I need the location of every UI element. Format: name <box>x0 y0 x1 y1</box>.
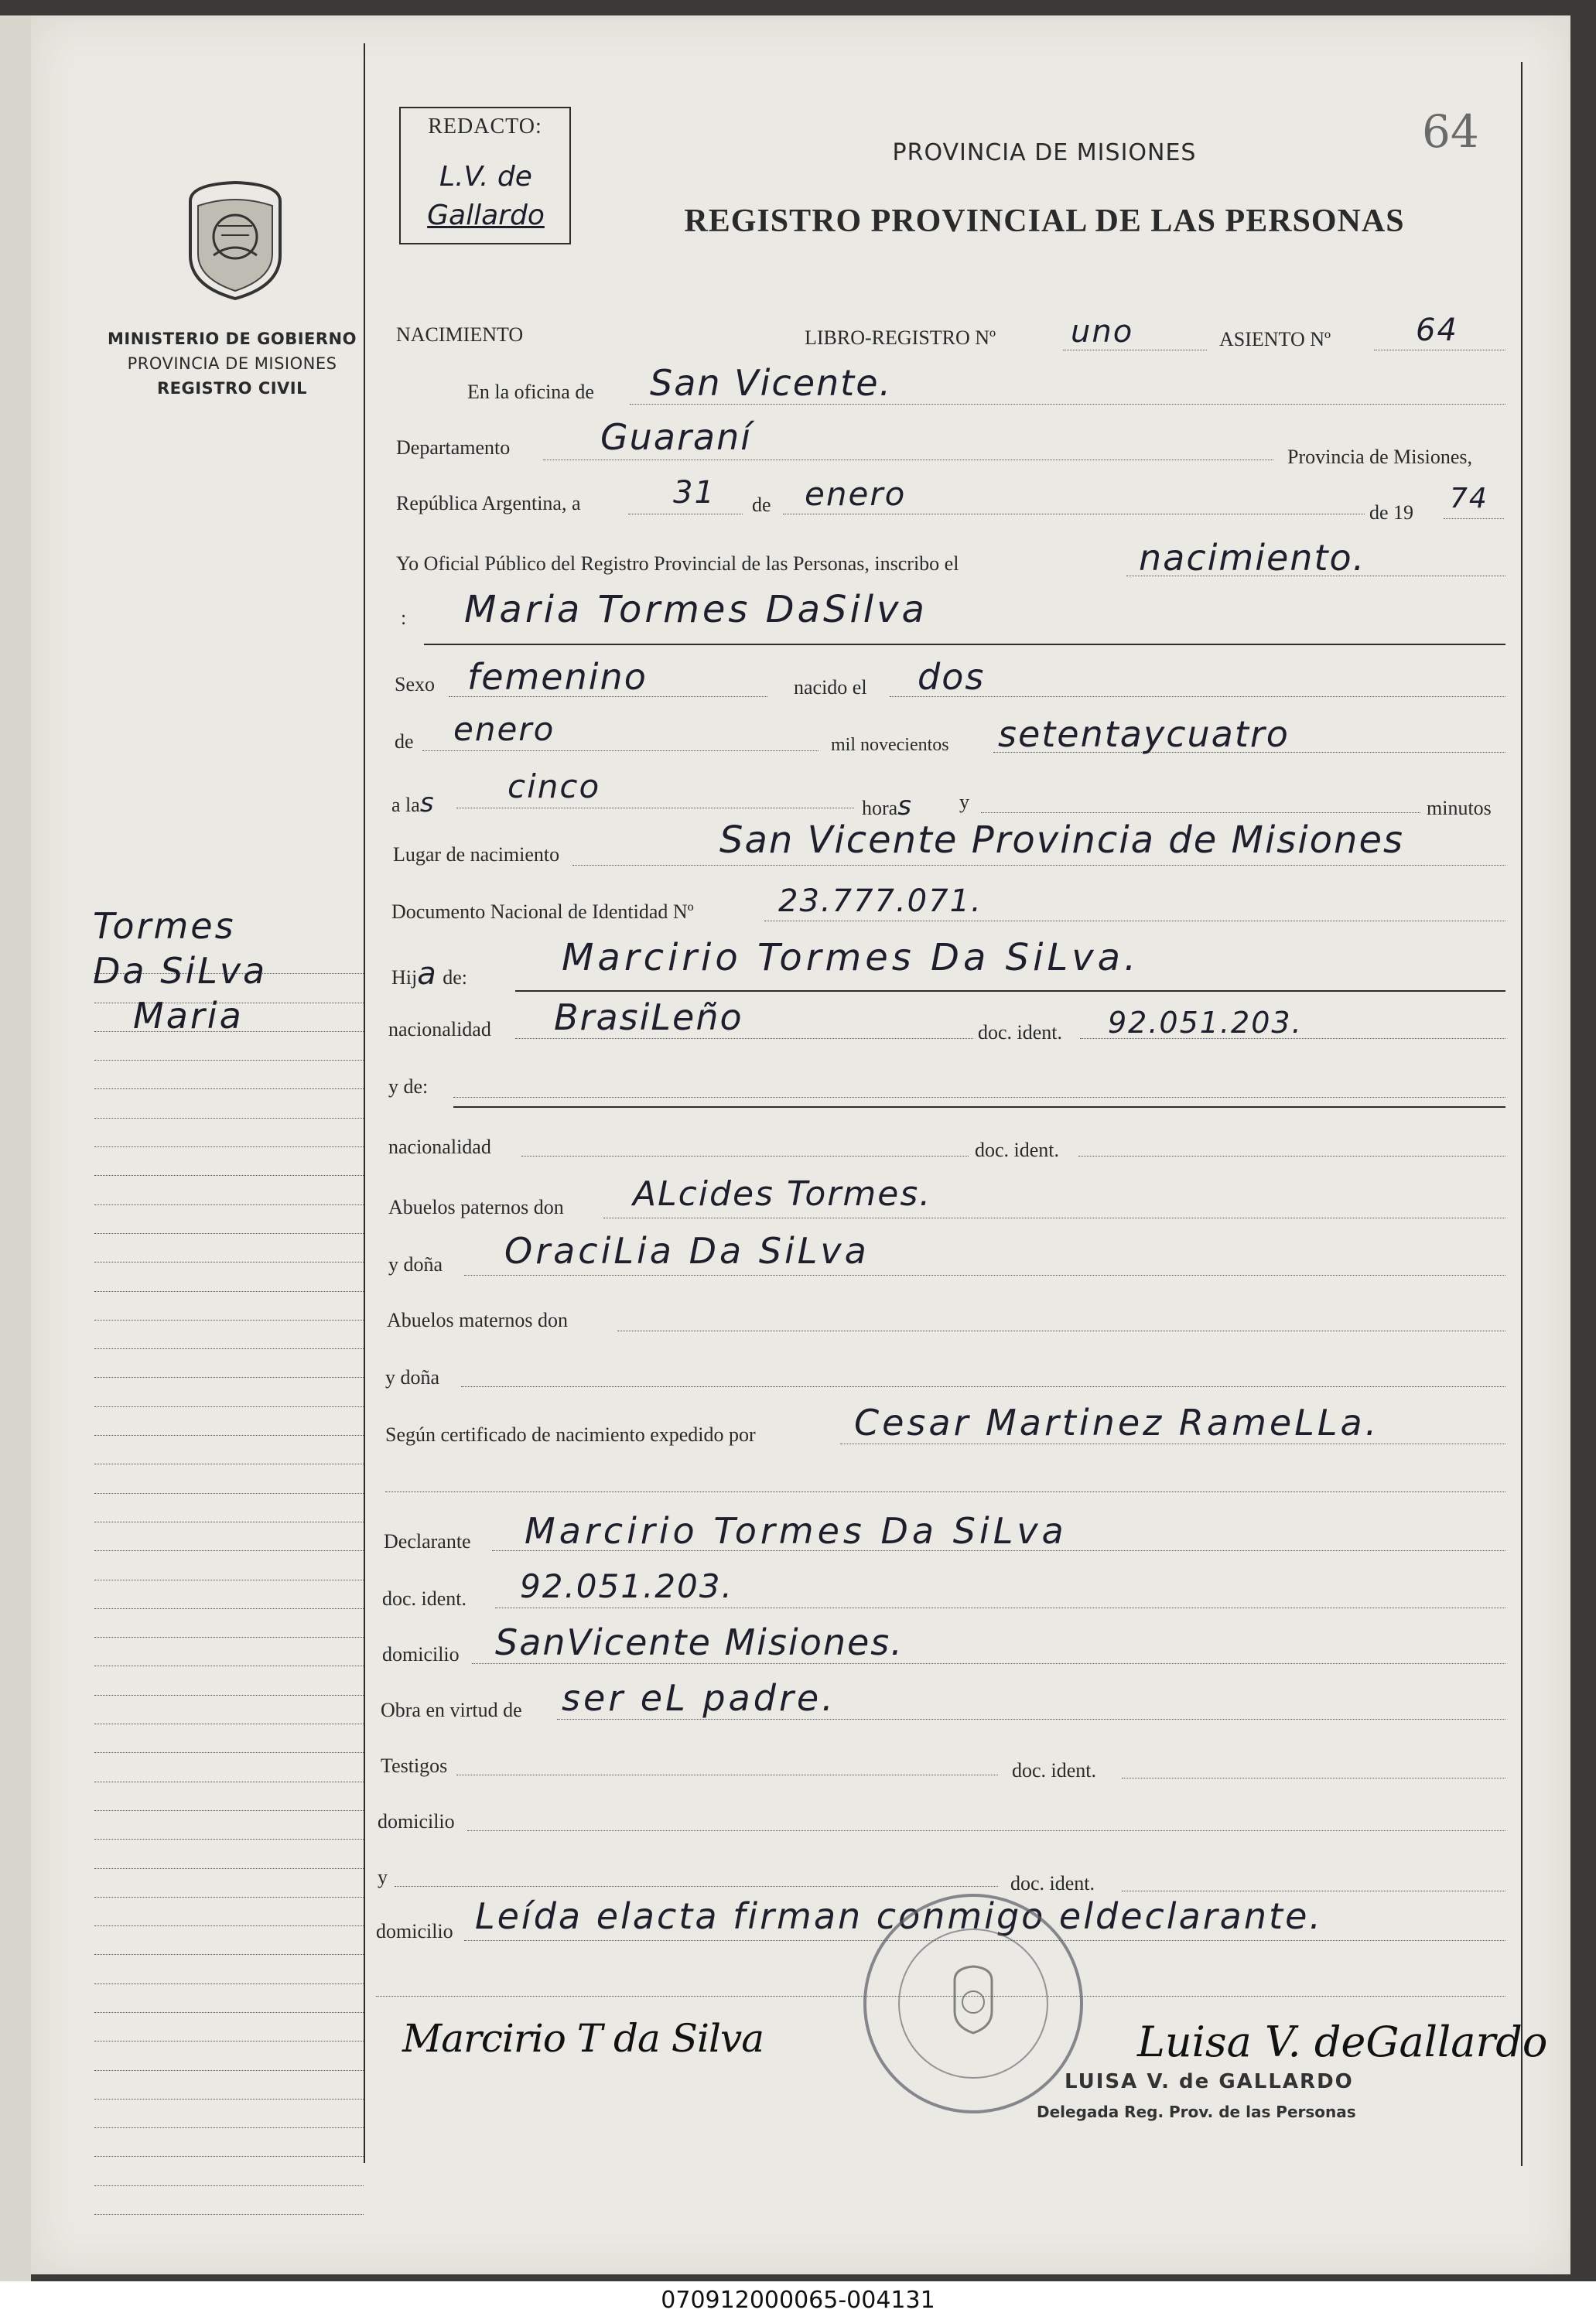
y-label: y <box>959 791 969 813</box>
margin-surname: Tormes <box>93 905 236 947</box>
redacto-value-line2: Gallardo <box>427 200 545 231</box>
domicilio-line <box>472 1663 1505 1664</box>
padre-doc-value: 92.051.203. <box>1108 1006 1303 1040</box>
redacto-label: REDACTO: <box>428 114 542 138</box>
sexo-value: femenino <box>467 656 648 698</box>
officer-title: Delegada Reg. Prov. de las Personas <box>1037 2103 1356 2121</box>
provincia-label: Provincia de Misiones, <box>1287 446 1473 468</box>
margin-name-note <box>93 904 371 1038</box>
previous-page-edge <box>0 15 31 2282</box>
act-type: NACIMIENTO <box>396 323 524 346</box>
redacto-value-line1: L.V. de <box>439 161 532 193</box>
declarante-label: Declarante <box>384 1530 471 1553</box>
de19-label: de 19 <box>1369 501 1414 524</box>
obra-value: ser eL padre. <box>562 1677 836 1719</box>
domicilio2-label: domicilio <box>378 1810 455 1833</box>
margin-given-name: Maria <box>133 995 244 1037</box>
nombre-line <box>424 644 1505 645</box>
madre-line <box>453 1097 1505 1098</box>
y-dona2-label: y doña <box>385 1366 440 1389</box>
doc-ident-label: doc. ident. <box>978 1021 1063 1044</box>
certificado-line-2 <box>385 1491 1505 1492</box>
hora-label <box>862 791 913 822</box>
oficial-value: nacimiento. <box>1139 537 1366 579</box>
padre-line <box>515 990 1505 992</box>
mes-value: enero <box>453 710 555 748</box>
decl-doc-value: 92.051.203. <box>520 1567 733 1605</box>
margin-surname-2: Da SiLva <box>93 950 268 992</box>
nacionalidad-line <box>515 1038 973 1039</box>
minutos-label: minutos <box>1427 797 1492 819</box>
y2-label: y <box>378 1866 388 1888</box>
madre-doc-line <box>1078 1156 1505 1157</box>
ministry-province: PROVINCIA DE MISIONES <box>127 354 337 373</box>
abuelos-paternos-label: Abuelos paternos don <box>388 1196 564 1218</box>
abuela-materna-line <box>461 1386 1505 1387</box>
minutos-line <box>981 812 1420 813</box>
abuela-paterna-value: OraciLia Da SiLva <box>504 1230 870 1272</box>
a-las-label <box>391 788 436 818</box>
asiento-value: 64 <box>1416 313 1458 348</box>
redacto-value <box>408 158 563 235</box>
ministry-name: MINISTERIO DE GOBIERNO <box>108 330 357 348</box>
nacionalidad-label: nacionalidad <box>388 1018 491 1040</box>
registry-seal <box>857 1888 1089 2120</box>
a-las-text: a la <box>391 794 420 816</box>
departamento-label: Departamento <box>396 436 511 459</box>
margin-notes-lines <box>94 945 364 2215</box>
y-de-label: y de: <box>388 1075 429 1098</box>
dni-value: 23.777.071. <box>778 883 983 919</box>
domicilio2-line <box>467 1830 1505 1831</box>
nombre-value: Maria Tormes DaSilva <box>464 588 928 631</box>
oficina-value: San Vicente. <box>650 362 893 404</box>
civil-registry-name: REGISTRO CIVIL <box>156 379 308 398</box>
image-id-footer: 070912000065-004131 <box>0 2281 1596 2320</box>
redacto-box <box>399 107 571 244</box>
certificado-value: Cesar Martinez RameLLa. <box>854 1402 1380 1444</box>
testigos-label: Testigos <box>381 1755 448 1777</box>
ministry-heading <box>93 326 371 401</box>
right-margin-rule <box>1521 62 1523 2166</box>
doc-ident3-label: doc. ident. <box>1010 1872 1095 1895</box>
lugar-line <box>572 865 1505 866</box>
domicilio3-label: domicilio <box>376 1920 453 1942</box>
hija-text: Hij <box>391 966 418 989</box>
madre-rule <box>453 1106 1505 1108</box>
fecha-mes: enero <box>805 475 907 513</box>
hora-value: cinco <box>508 767 601 805</box>
fecha-anio: 74 <box>1450 483 1488 514</box>
hija-de-text: de: <box>443 966 468 989</box>
dni-label: Documento Nacional de Identidad Nº <box>391 900 694 923</box>
nacionalidad2-line <box>521 1156 969 1157</box>
declarante-value: Marcirio Tormes Da SiLva <box>525 1510 1068 1552</box>
anio-line <box>1444 518 1504 519</box>
nombre-prefix: : <box>401 606 407 629</box>
departamento-value: Guaraní <box>600 416 753 458</box>
nacido-label: nacido el <box>794 676 867 699</box>
hija-suffix: a <box>417 956 438 992</box>
oficial-label: Yo Oficial Público del Registro Provincial de las Personas, inscribo el <box>396 552 959 575</box>
abuelos-maternos-label: Abuelos maternos don <box>387 1309 568 1331</box>
certificado-label: Según certificado de nacimiento expedido por <box>385 1423 756 1446</box>
nacionalidad-value: BrasiLeño <box>554 996 743 1038</box>
abuelo-paterno-value: ALcides Tormes. <box>633 1174 932 1214</box>
nacionalidad2-label: nacionalidad <box>388 1136 491 1158</box>
fecha-dia: 31 <box>673 475 716 511</box>
oficina-label: En la oficina de <box>467 381 594 403</box>
mes2-line <box>422 750 819 751</box>
lugar-label: Lugar de nacimiento <box>393 843 560 866</box>
cierre-value: Leída elacta firman conmigo eldeclarante. <box>475 1895 1323 1937</box>
province-title: PROVINCIA DE MISIONES <box>892 139 1197 166</box>
asiento-label: ASIENTO Nº <box>1219 328 1331 350</box>
obra-label: Obra en virtud de <box>381 1699 522 1721</box>
coat-of-arms-icon <box>183 178 288 302</box>
hija-label <box>391 956 467 992</box>
hora-text: hora <box>862 797 898 819</box>
doc-ident2-label: doc. ident. <box>975 1139 1060 1161</box>
a-las-suffix: s <box>419 788 436 818</box>
libro-value: uno <box>1071 314 1134 350</box>
registry-title: REGISTRO PROVINCIAL DE LAS PERSONAS <box>684 203 1405 239</box>
mil-label: mil novecientos <box>831 735 949 755</box>
obra-line <box>557 1719 1505 1720</box>
y-dona-label: y doña <box>388 1253 443 1276</box>
abuela-paterna-line <box>464 1275 1505 1276</box>
domicilio-label: domicilio <box>382 1643 460 1666</box>
lugar-value: San Vicente Provincia de Misiones <box>719 818 1404 862</box>
nacido-value: dos <box>918 656 986 698</box>
republica-label: República Argentina, a <box>396 492 581 514</box>
de-mes-label: de <box>395 730 414 753</box>
oficina-line <box>630 404 1505 405</box>
hora-suffix: s <box>897 791 913 822</box>
sexo-label: Sexo <box>395 673 435 695</box>
domicilio-value: SanVicente Misiones. <box>495 1621 904 1663</box>
libro-label: LIBRO-REGISTRO Nº <box>805 326 996 349</box>
decl-doc-label: doc. ident. <box>382 1587 467 1610</box>
officer-name: LUISA V. de GALLARDO <box>1065 2070 1354 2093</box>
testigo2-line <box>395 1886 998 1887</box>
officer-signature: Luisa V. deGallardo <box>1137 2018 1548 2066</box>
page-number: 64 <box>1422 105 1479 158</box>
de-label: de <box>752 494 771 516</box>
declarant-signature: Marcirio T da Silva <box>402 2016 764 2061</box>
anio-value: setentaycuatro <box>998 713 1290 755</box>
testigos-doc-label: doc. ident. <box>1012 1759 1097 1782</box>
padre-value: Marcirio Tormes Da SiLva. <box>562 936 1140 979</box>
